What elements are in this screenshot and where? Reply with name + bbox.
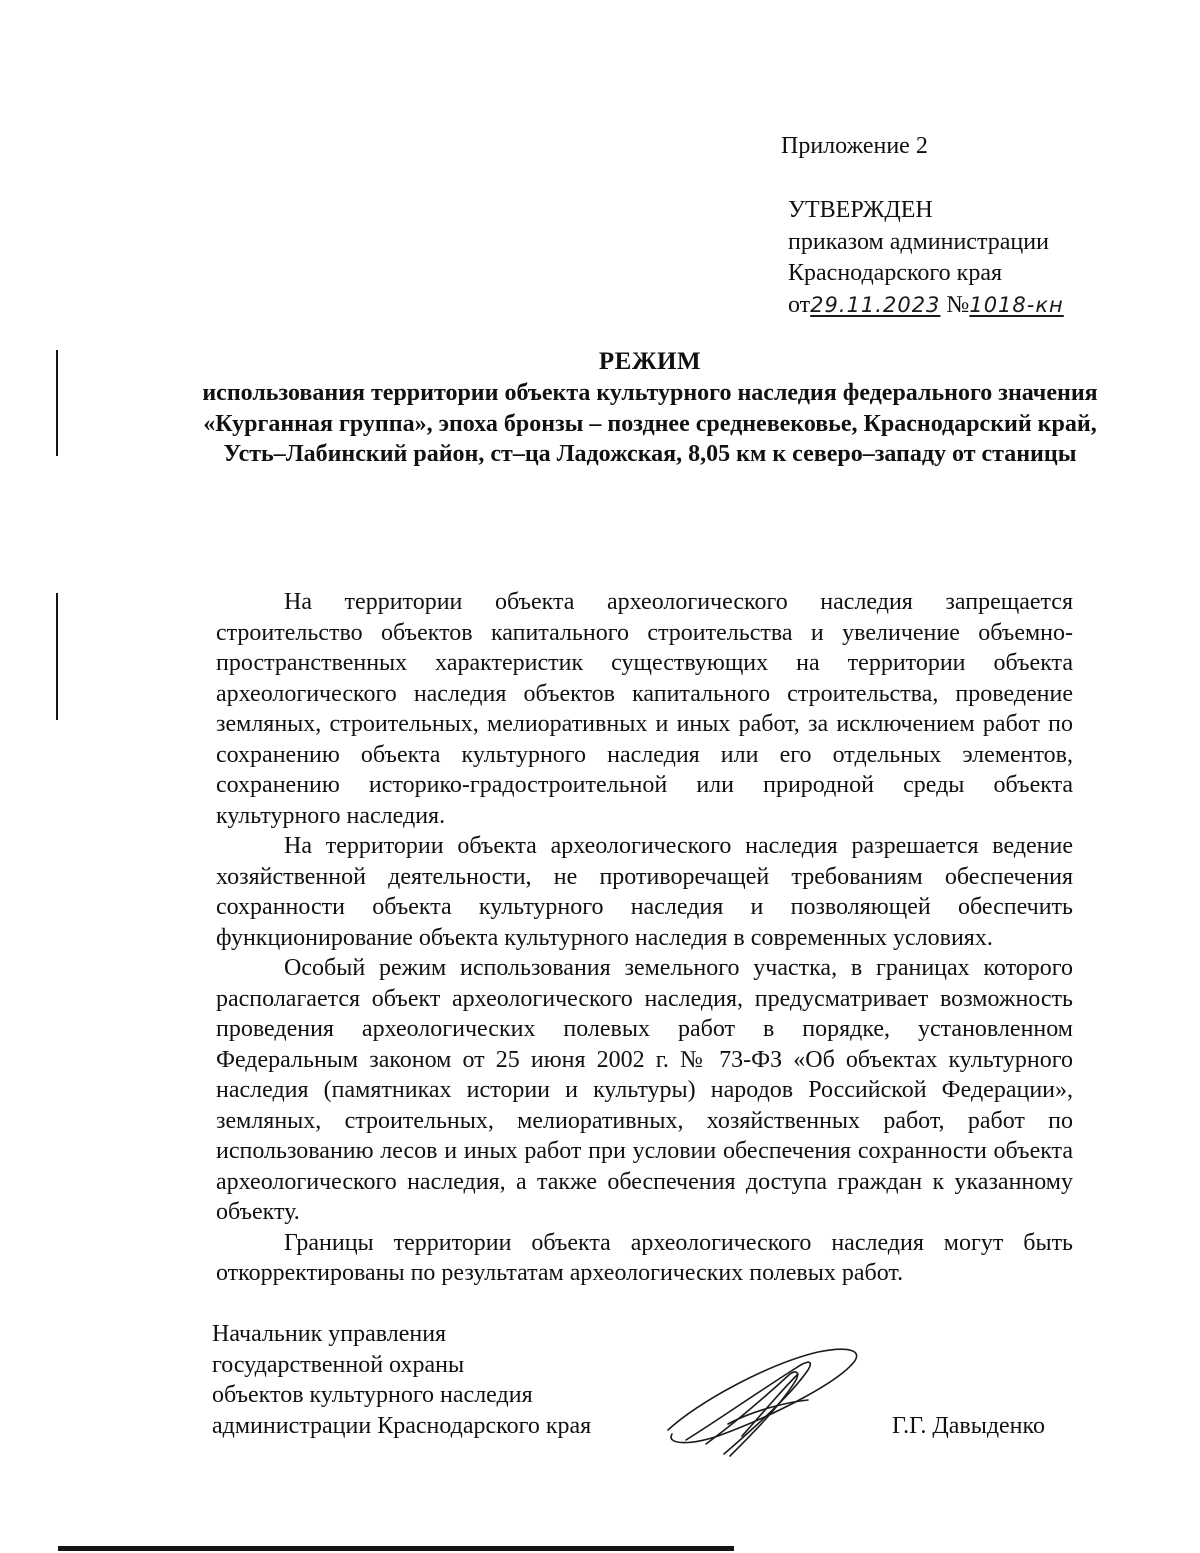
- number-prefix: №: [946, 291, 970, 318]
- title-subtitle: использования территории объекта культурного наследия федерального значения «Курганная группа», эпоха бронзы – позднее средневековье, Краснодарский край, Усть–Лабинский район, ст–ца Ладожская, 8,05 км к северо–западу от станицы: [202, 380, 1098, 467]
- scan-margin-mark-top: [56, 350, 58, 456]
- position-line: объектов культурного наследия: [212, 1382, 533, 1408]
- position-line: администрации Краснодарского края: [212, 1412, 592, 1439]
- signer-position: [212, 1319, 591, 1441]
- document-body: [216, 587, 1073, 1289]
- position-line: Начальник управления: [212, 1321, 447, 1347]
- handwritten-number: 1018-кн: [969, 292, 1064, 317]
- title-heading: РЕЖИМ: [598, 348, 702, 375]
- paragraph: Особый режим использования земельного участка, в границах которого располагается объект археологического наследия, предусматривает возможность проведения археологических полевых работ в порядке, установленном Федеральным законом от 25 июня 2002 г. № 73-ФЗ «Об объектах культурного наследия (памятниках истории и культуры) народов Российской Федерации», земляных, строительных, мелиоративных, хозяйственных работ, работ по использованию лесов и иных работ при условии обеспечения сохранности объекта археологического наследия, а также обеспечения доступа граждан к указанному объекту.: [216, 955, 1073, 1225]
- handwritten-signature: [658, 1344, 868, 1464]
- approval-line-1: приказом администрации: [788, 228, 1049, 255]
- date-prefix: от: [788, 291, 811, 318]
- approval-line-2: Краснодарского края: [788, 260, 1003, 286]
- paragraph: На территории объекта археологического наследия запрещается строительство объектов капитального строительства и увеличение объемно-пространственных характеристик существующих на территории объекта археологического наследия объектов капитального строительства, проведение земляных, строительных, мелиоративных и иных работ, за исключением работ по сохранению объекта культурного наследия или его отдельных элементов, сохранению историко-градостроительной или природной среды объекта культурного наследия.: [216, 589, 1073, 829]
- appendix-label: Приложение 2: [781, 133, 928, 159]
- paragraph: На территории объекта археологического наследия разрешается ведение хозяйственной деятельности, не противоречащей требованиям обеспечения сохранности объекта культурного наследия и позволяющей обеспечить функционирование объекта культурного наследия в современных условиях.: [216, 833, 1073, 951]
- approval-stamp: УТВЕРЖДЕН: [788, 197, 933, 223]
- scan-bottom-edge: [58, 1546, 734, 1551]
- approval-block: [788, 195, 1064, 321]
- position-line: государственной охраны: [212, 1351, 465, 1378]
- handwritten-date: 29.11.2023: [810, 292, 941, 317]
- signer-name: Г.Г. Давыденко: [892, 1413, 1045, 1439]
- scan-margin-mark-middle: [56, 593, 58, 720]
- document-title: [190, 346, 1110, 470]
- paragraph: Границы территории объекта археологического наследия могут быть откорректированы по результатам археологических полевых работ.: [216, 1229, 1073, 1286]
- approval-date-line: [788, 290, 1064, 322]
